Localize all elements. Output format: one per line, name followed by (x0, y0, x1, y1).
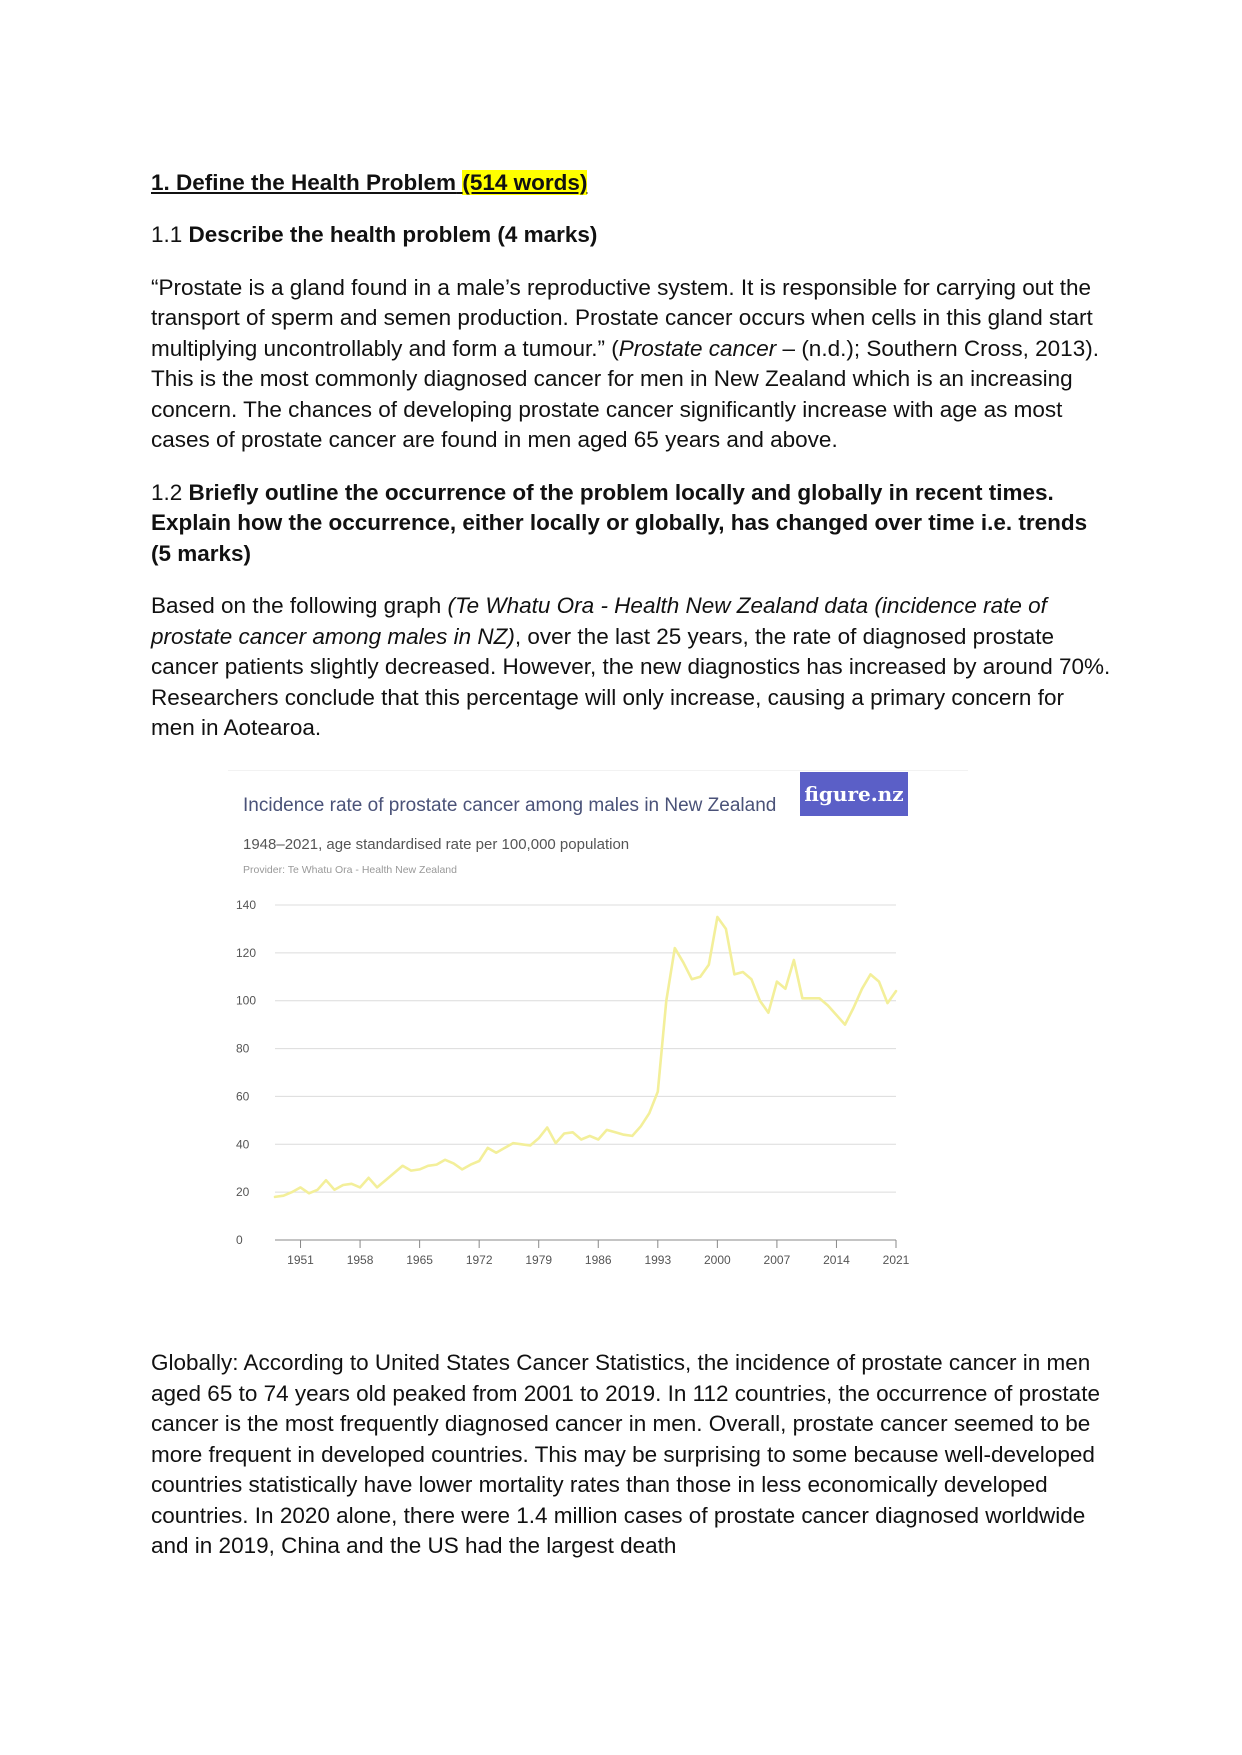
heading-1-2 (151, 478, 1111, 570)
chart-subtitle: 1948–2021, age standardised rate per 100,000 population (243, 836, 630, 853)
x-tick-label-2007: 2007 (763, 1253, 791, 1267)
x-tick-label-2021: 2021 (882, 1253, 910, 1267)
paragraph-local-trend (151, 591, 1111, 744)
x-tick-label-1965: 1965 (406, 1253, 433, 1267)
y-tick-label-60: 60 (236, 1089, 250, 1104)
heading-1-2-number: 1.2 (151, 479, 183, 505)
paragraph-1-2-italic: (Te Whatu Ora - Health New Zealand data (incidence rate of prostate cancer among males in NZ) (151, 593, 1047, 649)
incidence-chart (228, 770, 968, 1285)
x-tick-label-1972: 1972 (465, 1253, 493, 1267)
y-tick-label-100: 100 (236, 993, 257, 1008)
chart-title: Incidence rate of prostate cancer among males in New Zealand (243, 795, 777, 816)
chart-grid (275, 905, 896, 1192)
y-tick-label-20: 20 (236, 1185, 250, 1200)
x-tick-label-1979: 1979 (525, 1253, 553, 1267)
y-tick-label-120: 120 (236, 945, 257, 960)
paragraph-1-1-italic: Prostate cancer (618, 335, 777, 361)
global-paragraph-text: Globally: According to United States Cancer Statistics, the incidence of prostate cancer in men aged 65 to 74 years old peaked from 2001 to 2019. In 112 countries, the occurrence of prostate cancer is the most frequently diagnosed cancer in men. Overall, prostate cancer seemed to be more frequent in developed countries. This may be surprising to some because well-developed countries statistically have lower mortality rates than those in less economically developed countries. In 2020 alone, there were 1.4 million cases of prostate cancer diagnosed worldwide and in 2019, China and the US had the largest death (151, 1350, 1100, 1558)
document-page (151, 170, 1111, 766)
x-tick-label-2014: 2014 (823, 1253, 850, 1267)
section-title (151, 170, 1111, 196)
section-title-text: 1. Define the Health Problem (151, 170, 457, 195)
y-tick-label-0: 0 (236, 1233, 243, 1247)
paragraph-1-2-end: , over the last 25 years, the rate of diagnosed prostate cancer patients slightly decreased. However, the new diagnostics has increased by around 70%. Researchers conclude that this percentage will only increase, causing a primary concern for men in Aotearoa. (151, 623, 1111, 740)
y-tick-label-140: 140 (236, 898, 257, 912)
x-tick-label-1958: 1958 (346, 1253, 374, 1267)
x-tick-label-1986: 1986 (584, 1253, 612, 1267)
paragraph-global (151, 1348, 1111, 1562)
figure-nz-logo-text: figure.nz (804, 782, 904, 806)
incidence-rate-line (275, 917, 896, 1197)
heading-1-1-number: 1.1 (151, 222, 183, 247)
paragraph-1-1-start: “Prostate is a gland found in a male’s reproductive system. It is responsible for carrying out the transport of sperm and semen production. Prostate cancer occurs when cells in this gland start multiplying uncontrollably and form a tumour.” ( (151, 274, 1093, 361)
x-tick-label-1993: 1993 (644, 1253, 672, 1267)
x-tick-label-2000: 2000 (704, 1253, 731, 1267)
heading-1-1-text: Describe the health problem (4 marks) (188, 222, 598, 247)
chart-svg (228, 770, 968, 1285)
paragraph-1-2-start: Based on the following graph (151, 593, 448, 618)
x-tick-label-1951: 1951 (287, 1253, 314, 1267)
heading-1-2-text: Briefly outline the occurrence of the problem locally and globally in recent times. Explain how the occurrence, either locally or globally, has changed over time i.e. trends (5 marks) (151, 479, 1088, 566)
heading-1-1 (151, 220, 1111, 251)
chart-series (275, 917, 896, 1197)
word-count-highlight: (514 words) (462, 170, 588, 195)
y-tick-label-40: 40 (236, 1137, 250, 1152)
chart-provider: Provider: Te Whatu Ora - Health New Zealand (243, 864, 457, 876)
paragraph-prostate-definition (151, 273, 1111, 456)
paragraph-1-1-end: – (n.d.); Southern Cross, 2013). This is the most commonly diagnosed cancer for men in New Zealand which is an increasing concern. The chances of developing prostate cancer significantly increase with age as most cases of prostate cancer are found in men aged 65 years and above. (151, 335, 1099, 452)
y-tick-label-80: 80 (236, 1041, 250, 1056)
